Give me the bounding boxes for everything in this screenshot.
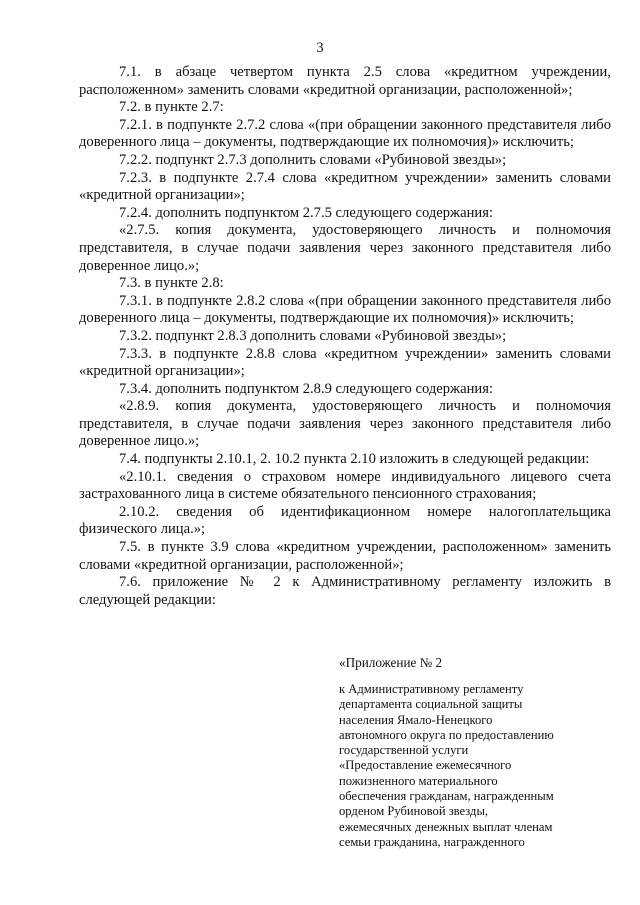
- appendix-line: обеспечения гражданам, награжденным: [339, 789, 554, 804]
- paragraph-line: 7.3.4. дополнить подпунктом 2.8.9 следующего содержания:: [119, 380, 494, 397]
- appendix-line: населения Ямало-Ненецкого: [339, 712, 493, 727]
- appendix-line: пожизненного материального: [339, 773, 498, 788]
- appendix-title: «Приложение № 2: [339, 655, 443, 670]
- paragraph-line: «2.8.9. копия документа, удостоверяющего личность и полномочия: [119, 398, 611, 415]
- document-body: [79, 64, 611, 609]
- page-number: 3: [316, 40, 324, 56]
- paragraph-line: 7.2.1. в подпункте 2.7.2 слова «(при обращении законного представителя: [119, 116, 577, 133]
- paragraph-line: 7.1. в абзаце четвертом пункта 2.5 слова «кредитном учреждении,: [119, 64, 611, 80]
- appendix-line: к Административному регламенту: [339, 682, 524, 696]
- paragraph-line: либо доверенного лица – документы, подтверждающие их полномочия)»: [79, 292, 611, 327]
- appendix-line: «Предоставление ежемесячного: [339, 758, 512, 773]
- appendix-header: [339, 654, 579, 850]
- paragraph: [79, 451, 611, 469]
- paragraph: [79, 328, 611, 346]
- paragraph: [79, 293, 611, 328]
- appendix-line: департамента социальной защиты: [339, 697, 523, 712]
- paragraph-line: «2.7.5. копия документа, удостоверяющего личность и полномочия: [119, 222, 611, 239]
- paragraph: [79, 469, 611, 504]
- paragraph-line: 7.2. в пункте 2.7:: [119, 99, 224, 116]
- paragraph: [79, 99, 611, 117]
- paragraph: [79, 205, 611, 223]
- paragraph-line: «кредитной организации»;: [79, 187, 245, 204]
- paragraph-line: 7.3.2. подпункт 2.8.3 дополнить словами «Рубиновой звезды»;: [119, 327, 507, 344]
- appendix-line: ежемесячных денежных выплат членам: [339, 819, 553, 834]
- paragraph-line: представителя, в случае подачи заявления через законного представителя либо: [79, 239, 611, 256]
- paragraph: [79, 398, 611, 451]
- paragraph-line: 7.3. в пункте 2.8:: [119, 275, 224, 292]
- appendix-line: орденом Рубиновой звезды,: [339, 804, 489, 819]
- paragraph: [79, 117, 611, 152]
- appendix-line: государственной услуги: [339, 743, 469, 758]
- paragraph-line: «кредитной организации»;: [79, 363, 245, 380]
- paragraph: [79, 222, 611, 275]
- paragraph: [79, 539, 611, 574]
- paragraph-line: 7.4. подпункты 2.10.1, 2. 10.2 пункта 2.10 изложить в следующей редакции:: [119, 451, 590, 468]
- paragraph-line: 7.2.2. подпункт 2.7.3 дополнить словами «Рубиновой звезды»;: [119, 151, 507, 168]
- paragraph-line: следующей редакции:: [79, 591, 216, 608]
- paragraph-line: 7.2.3. в подпункте 2.7.4 слова «кредитном учреждении» заменить словами: [119, 169, 611, 186]
- paragraph: [79, 574, 611, 609]
- paragraph-line: застрахованного лица в системе обязательного пенсионного страхования;: [79, 486, 537, 503]
- appendix-lines: [339, 682, 579, 850]
- paragraph-line: 7.3.1. в подпункте 2.8.2 слова «(при обращении законного представителя: [119, 292, 577, 309]
- paragraph: [79, 346, 611, 381]
- paragraph-line: 2.10.2. сведения об идентификационном номере налогоплательщика: [119, 503, 611, 520]
- paragraph-line: словами «кредитной организации, расположенной»;: [79, 556, 404, 573]
- paragraph: [79, 64, 611, 99]
- appendix-line: автономного округа по предоставлению: [339, 727, 554, 742]
- paragraph: [79, 152, 611, 170]
- paragraph-line: доверенное лицо.»;: [79, 257, 200, 274]
- paragraph-line: 7.3.3. в подпункте 2.8.8 слова «кредитном учреждении» заменить словами: [119, 345, 611, 362]
- paragraph-line: исключить;: [502, 134, 574, 151]
- paragraph-line: 7.6. приложение № 2 к Административному регламенту изложить в: [119, 574, 611, 591]
- paragraph-line: расположенном» заменить словами «кредитной организации, расположенной»;: [79, 81, 573, 98]
- paragraph-line: представителя, в случае подачи заявления через законного представителя либо: [79, 415, 611, 432]
- paragraph-line: доверенное лицо.»;: [79, 433, 200, 450]
- paragraph-line: исключить;: [502, 310, 574, 327]
- paragraph: [79, 381, 611, 399]
- paragraph-line: 7.5. в пункте 3.9 слова «кредитном учреждении, расположенном» заменить: [119, 539, 611, 556]
- paragraph-line: 7.2.4. дополнить подпунктом 2.7.5 следующего содержания:: [119, 204, 494, 221]
- appendix-line: семьи гражданина, награжденного: [339, 834, 525, 849]
- paragraph: [79, 504, 611, 539]
- paragraph-line: либо доверенного лица – документы, подтверждающие их полномочия)»: [79, 116, 611, 151]
- paragraph-line: физического лица.»;: [79, 521, 206, 538]
- paragraph: [79, 170, 611, 205]
- paragraph-line: «2.10.1. сведения о страховом номере индивидуального лицевого счета: [119, 468, 611, 485]
- paragraph: [79, 275, 611, 293]
